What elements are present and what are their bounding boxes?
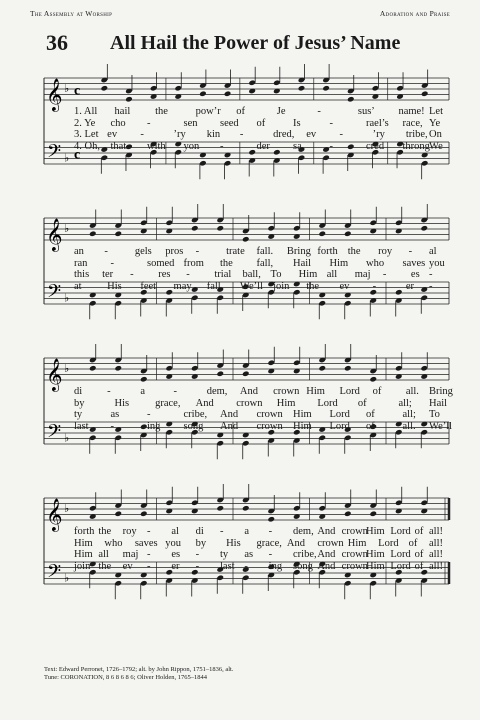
lyric-syllable: dred, — [273, 129, 295, 140]
music-system — [44, 66, 449, 196]
lyric-syllable: ev — [122, 560, 133, 572]
lyric-syllable: 4. Oh, — [74, 140, 100, 152]
lyric-line — [44, 420, 453, 433]
lyric-syllable: the — [155, 106, 168, 117]
lyric-syllable: a — [244, 526, 249, 537]
treble-notehead — [369, 376, 377, 383]
bass-clef-icon: 𝄢 — [47, 141, 62, 167]
treble-notehead — [191, 225, 199, 232]
lyric-syllable: you — [429, 257, 445, 269]
lyric-syllable: by — [74, 397, 85, 409]
lyric-syllable: all! — [429, 560, 443, 572]
lyric-syllable: seed — [220, 117, 239, 129]
lyric-syllable: that — [110, 140, 127, 152]
lyric-syllable: di — [74, 386, 83, 397]
lyric-syllable: cribe, — [183, 409, 208, 420]
lyric-syllable: - — [147, 117, 151, 129]
lyric-syllable: - — [268, 526, 273, 537]
key-flat-icon: ♭ — [64, 83, 70, 95]
lyric-syllable: crown — [317, 537, 344, 549]
lyric-syllable: er — [405, 280, 414, 292]
lyric-syllable: trial — [214, 269, 232, 280]
treble-notehead — [267, 516, 275, 523]
treble-clef-icon: 𝄞 — [46, 218, 63, 251]
hymn-number: 36 — [46, 30, 68, 55]
treble-notehead — [298, 85, 306, 92]
lyric-syllable: - — [220, 140, 224, 152]
lyric-syllable: - — [110, 257, 114, 269]
treble-notehead — [347, 96, 355, 103]
lyric-line — [44, 258, 449, 270]
lyric-syllable: Him — [74, 537, 93, 549]
running-head-right: Adoration and Praise — [379, 9, 450, 18]
lyric-syllable: of — [357, 397, 367, 409]
lyric-syllable: crown — [341, 549, 368, 560]
treble-clef-icon: 𝄞 — [46, 78, 63, 111]
hymn-header — [46, 30, 460, 58]
lyric-syllable: Him — [366, 560, 385, 572]
treble-notehead — [114, 365, 122, 372]
lyric-syllable: saves — [402, 257, 426, 269]
lyric-syllable: - — [107, 386, 111, 397]
lyric-line — [44, 386, 453, 398]
time-signature: c — [74, 83, 81, 99]
lyric-syllable: dem, — [293, 526, 314, 537]
lyric-syllable: - — [429, 280, 433, 292]
lyric-syllable: Him — [347, 537, 367, 549]
lyric-syllable: And — [195, 397, 214, 409]
lyric-syllable: His — [107, 280, 122, 292]
lyric-syllable: fall. — [256, 246, 274, 257]
lyric-syllable: Lord — [339, 386, 360, 397]
lyric-syllable: trate — [226, 246, 245, 257]
lyric-syllable: sa — [293, 140, 302, 152]
lyric-syllable: dem, — [206, 386, 228, 397]
lyric-syllable: er — [171, 560, 180, 572]
lyric-syllable: sus’ — [357, 106, 375, 117]
lyric-syllable: ing — [147, 420, 161, 432]
treble-notehead — [89, 230, 97, 237]
lyric-syllable: Let — [429, 106, 443, 117]
lyric-syllable: song — [293, 560, 313, 572]
lyric-syllable: rael’s — [366, 117, 389, 129]
bass-clef-icon: 𝄢 — [47, 561, 62, 587]
lyric-syllable: this — [74, 269, 90, 280]
lyric-syllable: crown — [256, 409, 283, 420]
lyric-syllable: Je — [276, 106, 286, 117]
lyric-syllable: saves — [134, 537, 158, 549]
key-flat-icon: ♭ — [64, 152, 70, 165]
treble-notehead — [216, 225, 224, 232]
lyric-syllable: ran — [74, 257, 88, 269]
lyric-syllable: roy — [122, 526, 137, 537]
lyric-syllable: all — [98, 549, 109, 560]
lyric-syllable: Lord — [378, 537, 399, 549]
text-credit: Text: Edward Perronet, 1726–1792; alt. by John Rippon, 1751–1836, alt. — [44, 666, 234, 673]
lyric-syllable: of — [366, 420, 375, 432]
treble-notehead — [344, 365, 352, 372]
lyric-syllable: crown — [341, 560, 368, 572]
lyric-syllable: - — [339, 129, 343, 140]
lyric-syllable: Him — [74, 549, 93, 560]
lyric-syllable: - — [408, 246, 413, 257]
treble-notehead — [420, 225, 428, 232]
lyric-syllable: ter — [102, 269, 114, 280]
lyric-syllable: al — [171, 526, 179, 537]
lyric-syllable: His — [226, 537, 241, 549]
lyric-syllable: 1. All — [74, 106, 98, 117]
lyric-syllable: grace, — [256, 537, 282, 549]
lyric-syllable: grace, — [155, 397, 181, 409]
lyric-syllable: by — [195, 537, 207, 549]
lyric-syllable: fall, — [256, 257, 274, 269]
lyric-syllable: We’ll — [239, 280, 263, 292]
lyric-syllable: ty — [220, 549, 229, 560]
treble-notehead — [318, 230, 326, 237]
lyric-syllable: di — [195, 526, 204, 537]
lyric-syllable: - — [147, 549, 151, 560]
lyric-syllable: ’ry — [173, 129, 186, 140]
lyric-syllable: all; — [402, 409, 416, 420]
lyric-syllable: of — [366, 409, 375, 420]
music-system — [44, 486, 449, 616]
lyric-syllable: - — [110, 420, 114, 432]
lyric-syllable: from — [183, 257, 204, 269]
lyric-syllable: feet — [140, 280, 157, 292]
lyric-syllable: Is — [293, 117, 301, 129]
lyric-syllable: - — [220, 526, 224, 537]
lyric-syllable: Him — [366, 526, 385, 537]
lyric-syllable: maj — [354, 269, 371, 280]
lyric-syllable: hail — [114, 106, 131, 117]
lyric-syllable: the — [347, 246, 361, 257]
lyric-syllable: crown — [256, 420, 283, 432]
lyric-syllable: all. — [402, 420, 416, 432]
lyric-syllable: last — [74, 420, 89, 432]
lyric-syllable: al — [429, 246, 437, 257]
lyric-line — [44, 269, 449, 281]
lyric-syllable: Him — [306, 386, 325, 397]
lyric-syllable: And — [286, 537, 305, 549]
lyric-syllable: somed — [147, 257, 175, 269]
lyric-line — [44, 246, 449, 258]
lyric-syllable: ball, — [242, 269, 261, 280]
lyric-syllable: maj — [122, 549, 139, 560]
lyric-syllable: yon — [183, 140, 200, 152]
lyric-syllable: all. — [405, 386, 419, 397]
treble-notehead — [101, 85, 109, 92]
lyric-syllable: all; — [398, 397, 412, 409]
lyric-syllable: - — [244, 560, 248, 572]
lyric-syllable: all! — [429, 537, 443, 549]
lyric-syllable: - — [195, 246, 200, 257]
lyric-syllable: - — [329, 140, 333, 152]
lyric-syllable: throng — [402, 140, 430, 152]
lyric-syllable: pow’r — [195, 106, 221, 117]
treble-notehead — [318, 365, 326, 372]
lyric-syllable: who — [366, 257, 385, 269]
key-flat-icon: ♭ — [64, 432, 70, 445]
treble-notehead — [140, 510, 148, 517]
lyric-syllable: Lord — [390, 560, 411, 572]
lyric-syllable: pros — [165, 246, 184, 257]
running-head-left: The Assembly at Worship — [30, 9, 113, 18]
treble-notehead — [199, 90, 207, 97]
lyric-syllable: And — [317, 549, 336, 560]
bass-clef-icon: 𝄢 — [47, 421, 62, 447]
lyric-syllable: 2. Ye — [74, 117, 96, 129]
music-system — [44, 346, 453, 476]
lyric-syllable: of — [236, 106, 245, 117]
treble-notehead — [322, 85, 330, 92]
lyric-syllable: ’ry — [372, 129, 385, 140]
lyric-syllable: On — [429, 129, 442, 140]
lyric-syllable: And — [239, 386, 258, 397]
lyric-syllable: at — [74, 280, 82, 292]
lyric-syllable: And — [317, 560, 336, 572]
treble-notehead — [224, 90, 232, 97]
lyric-syllable: gels — [134, 246, 152, 257]
lyric-syllable: Lord — [390, 549, 411, 560]
lyric-syllable: Him — [293, 420, 312, 432]
tune-credit: Tune: CORONATION, 8 6 8 6 8 6; Oliver Holden, 1765–1844 — [44, 674, 207, 681]
lyric-syllable: cribe, — [293, 549, 317, 560]
lyric-syllable: - — [239, 129, 244, 140]
lyric-syllable: 3. Let — [74, 129, 99, 140]
lyric-syllable: - — [317, 106, 321, 117]
lyric-syllable: Him — [293, 409, 312, 420]
lyric-syllable: of — [414, 526, 424, 537]
lyric-syllable: who — [104, 537, 123, 549]
lyric-syllable: His — [114, 397, 130, 409]
lyric-syllable: - — [268, 549, 273, 560]
lyric-syllable: - — [372, 280, 377, 292]
treble-notehead — [125, 96, 133, 103]
treble-notehead — [242, 505, 250, 512]
key-flat-icon: ♭ — [64, 292, 70, 305]
lyric-syllable: Lord — [329, 420, 350, 432]
lyric-syllable: Lord — [317, 397, 338, 409]
lyric-line — [44, 538, 449, 550]
bass-clef-icon: 𝄢 — [47, 281, 62, 307]
treble-clef-icon: 𝄞 — [46, 498, 63, 531]
lyric-line — [44, 118, 449, 130]
lyric-syllable: - — [104, 246, 108, 257]
lyric-line — [44, 561, 449, 573]
lyric-syllable: - — [382, 269, 387, 280]
lyric-syllable: - — [130, 269, 134, 280]
lyric-syllable: - — [140, 129, 144, 140]
lyric-syllable: To — [270, 269, 282, 280]
lyric-syllable: join — [273, 280, 290, 292]
lyric-syllable: of — [414, 560, 424, 572]
lyric-syllable: ty — [74, 409, 83, 420]
lyric-syllable: cho — [110, 117, 126, 129]
treble-notehead — [421, 90, 429, 97]
lyric-syllable: of — [414, 549, 424, 560]
lyric-syllable: res — [158, 269, 171, 280]
lyric-syllable: Hail — [429, 397, 448, 409]
lyric-syllable: as — [244, 549, 254, 560]
lyric-line — [44, 526, 449, 538]
lyric-syllable: Him — [276, 397, 296, 409]
lyric-syllable: an — [74, 246, 84, 257]
lyric-syllable: of — [256, 117, 266, 129]
lyric-syllable: Lord — [390, 526, 411, 537]
lyric-syllable: fall, — [206, 280, 224, 292]
treble-clef-icon: 𝄞 — [46, 358, 63, 391]
treble-notehead — [216, 505, 224, 512]
lyric-syllable: Hail — [293, 257, 312, 269]
lyric-syllable: We — [429, 140, 443, 152]
lyric-syllable: - — [195, 560, 200, 572]
lyric-syllable: the — [306, 280, 320, 292]
lyric-syllable: - — [147, 409, 151, 420]
lyric-line — [44, 281, 449, 293]
lyric-syllable: roy — [378, 246, 393, 257]
lyric-syllable: all! — [429, 549, 443, 560]
lyric-line — [44, 129, 449, 141]
lyric-syllable: Lord — [329, 409, 350, 420]
lyric-syllable: a — [140, 386, 146, 397]
treble-notehead — [344, 230, 352, 237]
lyric-syllable: Bring — [286, 246, 311, 257]
treble-notehead — [140, 376, 148, 383]
lyric-syllable: ev — [339, 280, 350, 292]
lyric-syllable: - — [147, 526, 151, 537]
lyric-syllable: ev — [107, 129, 118, 140]
lyric-syllable: all! — [429, 526, 443, 537]
lyric-syllable: sen — [183, 117, 198, 129]
lyric-syllable: all — [326, 269, 338, 280]
lyric-syllable: To — [429, 409, 440, 420]
hymn-credits — [44, 666, 233, 682]
lyric-syllable: Him — [329, 257, 349, 269]
lyric-syllable: the — [98, 526, 112, 537]
lyric-syllable: ing — [268, 560, 283, 572]
lyric-syllable: the — [98, 560, 112, 572]
lyric-syllable: race, — [402, 117, 423, 129]
lyric-syllable: - — [186, 269, 190, 280]
lyric-syllable: - — [429, 269, 433, 280]
key-flat-icon: ♭ — [64, 572, 70, 585]
treble-notehead — [242, 236, 250, 243]
lyric-syllable: last — [220, 560, 235, 572]
lyric-syllable: as — [110, 409, 120, 420]
lyric-syllable: may — [173, 280, 192, 292]
treble-notehead — [369, 510, 377, 517]
lyric-line — [44, 409, 449, 421]
lyric-line — [44, 549, 449, 561]
lyric-syllable: crown — [236, 397, 263, 409]
lyric-syllable: Bring — [429, 386, 453, 397]
treble-notehead — [216, 370, 224, 377]
lyric-syllable: you — [165, 537, 181, 549]
lyric-syllable: We’ll — [429, 420, 453, 432]
key-flat-icon: ♭ — [64, 503, 70, 515]
lyric-line — [44, 106, 449, 118]
lyric-syllable: es — [171, 549, 181, 560]
lyric-syllable: the — [220, 257, 233, 269]
lyric-syllable: forth — [74, 526, 95, 537]
lyric-syllable: And — [317, 526, 336, 537]
lyric-syllable: - — [173, 386, 178, 397]
key-flat-icon: ♭ — [64, 363, 70, 375]
lyric-syllable: - — [329, 117, 333, 129]
music-system — [44, 206, 449, 336]
lyric-syllable: song — [183, 420, 204, 432]
lyric-syllable: name! — [398, 106, 425, 117]
lyric-line — [44, 398, 449, 410]
lyric-syllable: - — [195, 549, 200, 560]
lyric-syllable: ev — [306, 129, 317, 140]
lyric-syllable: crown — [341, 526, 368, 537]
treble-notehead — [89, 365, 97, 372]
lyric-syllable: And — [220, 409, 239, 420]
key-flat-icon: ♭ — [64, 223, 70, 235]
treble-notehead — [242, 370, 250, 377]
lyric-syllable: kin — [206, 129, 221, 140]
treble-notehead — [114, 230, 122, 237]
lyric-syllable: der — [256, 140, 270, 152]
time-signature: c — [74, 147, 81, 163]
lyric-syllable: Ye — [429, 117, 441, 129]
lyric-syllable: And — [220, 420, 239, 432]
treble-notehead — [344, 510, 352, 517]
lyric-syllable: cred — [366, 140, 385, 152]
lyric-syllable: es — [410, 269, 420, 280]
lyric-syllable: with — [147, 140, 166, 152]
lyric-syllable: of — [408, 537, 418, 549]
lyric-syllable: forth — [317, 246, 338, 257]
lyric-syllable: tribe, — [405, 129, 428, 140]
lyric-syllable: crown — [273, 386, 300, 397]
lyric-syllable: of — [372, 386, 382, 397]
lyric-syllable: Him — [298, 269, 318, 280]
lyric-syllable: join — [74, 560, 91, 572]
lyric-syllable: - — [147, 560, 151, 572]
lyric-line — [44, 141, 449, 153]
treble-notehead — [114, 510, 122, 517]
lyric-syllable: Him — [366, 549, 385, 560]
hymn-title: All Hail the Power of Jesus’ Name — [110, 32, 401, 54]
